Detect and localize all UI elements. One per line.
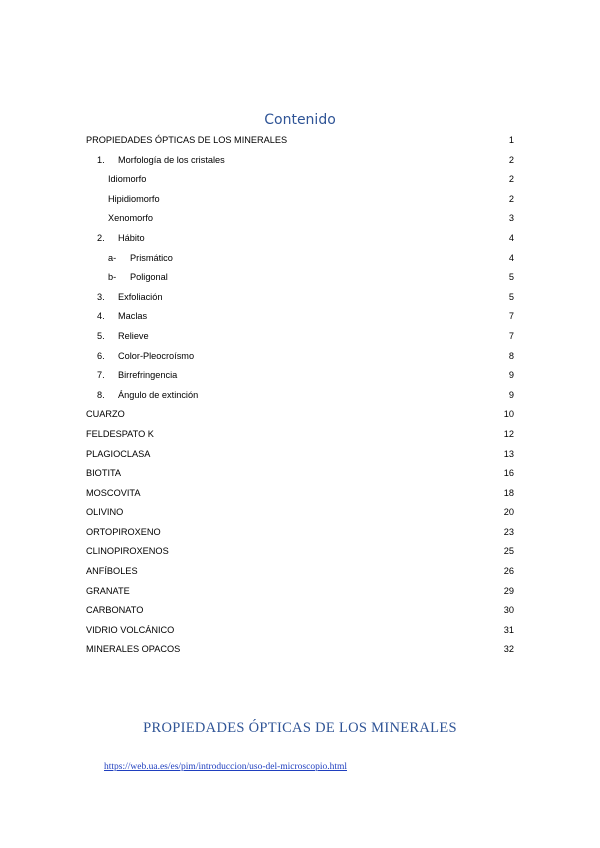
toc-entry-label: CARBONATO bbox=[86, 605, 144, 616]
toc-entry[interactable] bbox=[86, 582, 514, 602]
toc-entry-page: 20 bbox=[503, 507, 514, 518]
toc-entry-page: 18 bbox=[503, 487, 514, 498]
toc-entry-label: VIDRIO VOLCÁNICO bbox=[86, 624, 175, 635]
toc-entry[interactable] bbox=[86, 229, 514, 249]
toc-entry-label: CLINOPIROXENOS bbox=[86, 546, 169, 557]
toc-entry-label: MINERALES OPACOS bbox=[86, 644, 181, 655]
toc-entry-page: 2 bbox=[508, 174, 514, 185]
toc-entry-page: 2 bbox=[508, 193, 514, 204]
toc-entry-page: 4 bbox=[508, 232, 514, 243]
toc-entry-label: Ángulo de extinción bbox=[118, 389, 199, 400]
toc-entry-number: 4. bbox=[97, 311, 105, 322]
toc-entry-page: 5 bbox=[508, 272, 514, 283]
toc-entry[interactable] bbox=[86, 386, 514, 406]
toc-entry[interactable] bbox=[86, 327, 514, 347]
toc-entry-page: 7 bbox=[508, 330, 514, 341]
toc-entry-number: 1. bbox=[97, 154, 105, 165]
reference-link[interactable]: https://web.ua.es/es/pim/introduccion/uso-del-microscopio.html bbox=[104, 762, 348, 772]
toc-entry-label: BIOTITA bbox=[86, 468, 122, 479]
toc-entry[interactable] bbox=[86, 190, 514, 210]
toc-entry[interactable] bbox=[86, 347, 514, 367]
toc-entry-label: ORTOPIROXENO bbox=[86, 526, 161, 537]
toc-entry-label: Birrefringencia bbox=[118, 370, 178, 381]
toc-entry[interactable] bbox=[86, 249, 514, 269]
toc-entry[interactable] bbox=[86, 621, 514, 641]
toc-entry-label: Idiomorfo bbox=[108, 174, 147, 185]
toc-entry-label: Poligonal bbox=[130, 272, 168, 283]
toc-entry[interactable] bbox=[86, 209, 514, 229]
toc-entry[interactable] bbox=[86, 503, 514, 523]
toc-entry[interactable] bbox=[86, 151, 514, 171]
toc-entry-label: Relieve bbox=[118, 330, 149, 341]
toc-entry-number: 7. bbox=[97, 370, 105, 381]
toc-entry-label: Xenomorfo bbox=[108, 213, 153, 224]
toc-entry[interactable] bbox=[86, 445, 514, 465]
toc-entry-page: 32 bbox=[503, 644, 514, 655]
toc-entry-number: b- bbox=[108, 272, 117, 283]
toc-entry[interactable] bbox=[86, 464, 514, 484]
toc-entry-page: 23 bbox=[503, 526, 514, 537]
toc-entry-label: Maclas bbox=[118, 311, 148, 322]
toc-entry[interactable] bbox=[86, 131, 514, 151]
toc-entry-page: 13 bbox=[503, 448, 514, 459]
toc-entry-label: PLAGIOCLASA bbox=[86, 448, 151, 459]
toc-entry[interactable] bbox=[86, 523, 514, 543]
table-of-contents bbox=[86, 131, 514, 660]
toc-entry-label: MOSCOVITA bbox=[86, 487, 141, 498]
toc-entry-page: 3 bbox=[508, 213, 514, 224]
toc-entry-page: 2 bbox=[508, 154, 514, 165]
toc-entry-page: 7 bbox=[508, 311, 514, 322]
toc-entry-page: 10 bbox=[503, 409, 514, 420]
toc-entry-number: 5. bbox=[97, 330, 105, 341]
section-title: PROPIEDADES ÓPTICAS DE LOS MINERALES bbox=[143, 720, 457, 736]
toc-entry[interactable] bbox=[86, 484, 514, 504]
toc-entry-page: 30 bbox=[503, 605, 514, 616]
toc-entry-number: a- bbox=[108, 252, 117, 263]
toc-entry-label: Prismático bbox=[130, 252, 173, 263]
toc-entry[interactable] bbox=[86, 425, 514, 445]
toc-entry-number: 8. bbox=[97, 389, 105, 400]
toc-entry[interactable] bbox=[86, 288, 514, 308]
toc-entry[interactable] bbox=[86, 640, 514, 660]
toc-entry[interactable] bbox=[86, 170, 514, 190]
toc-entry-number: 6. bbox=[97, 350, 105, 361]
toc-entry-number: 2. bbox=[97, 232, 105, 243]
toc-entry[interactable] bbox=[86, 366, 514, 386]
toc-entry-page: 16 bbox=[503, 468, 514, 479]
toc-entry-label: PROPIEDADES ÓPTICAS DE LOS MINERALES bbox=[86, 135, 288, 145]
toc-entry[interactable] bbox=[86, 601, 514, 621]
toc-entry-page: 9 bbox=[508, 370, 514, 381]
toc-heading: Contenido bbox=[264, 112, 336, 128]
toc-entry-page: 12 bbox=[503, 428, 514, 439]
toc-entry-page: 25 bbox=[503, 546, 514, 557]
toc-entry-label: Morfología de los cristales bbox=[118, 154, 225, 165]
toc-entry-label: GRANATE bbox=[86, 585, 130, 596]
toc-entry-page: 9 bbox=[508, 389, 514, 400]
toc-entry-label: OLIVINO bbox=[86, 507, 124, 518]
toc-entry-page: 26 bbox=[503, 566, 514, 577]
toc-entry-label: Exfoliación bbox=[118, 291, 163, 302]
toc-entry-label: FELDESPATO K bbox=[86, 428, 154, 439]
toc-entry-page: 31 bbox=[503, 624, 514, 635]
toc-entry[interactable] bbox=[86, 562, 514, 582]
toc-entry-label: Hábito bbox=[118, 232, 145, 243]
toc-entry[interactable] bbox=[86, 268, 514, 288]
toc-entry-label: CUARZO bbox=[86, 409, 125, 420]
toc-entry-page: 4 bbox=[508, 252, 514, 263]
toc-entry-page: 8 bbox=[508, 350, 514, 361]
toc-entry-page: 5 bbox=[508, 291, 514, 302]
toc-entry-page: 1 bbox=[508, 135, 514, 145]
toc-entry-number: 3. bbox=[97, 291, 105, 302]
toc-entry-page: 29 bbox=[503, 585, 514, 596]
toc-entry[interactable] bbox=[86, 405, 514, 425]
toc-entry-label: ANFÍBOLES bbox=[86, 566, 138, 577]
toc-entry[interactable] bbox=[86, 307, 514, 327]
toc-entry[interactable] bbox=[86, 542, 514, 562]
toc-entry-label: Color-Pleocroísmo bbox=[118, 350, 195, 361]
toc-entry-label: Hipidiomorfo bbox=[108, 193, 160, 204]
